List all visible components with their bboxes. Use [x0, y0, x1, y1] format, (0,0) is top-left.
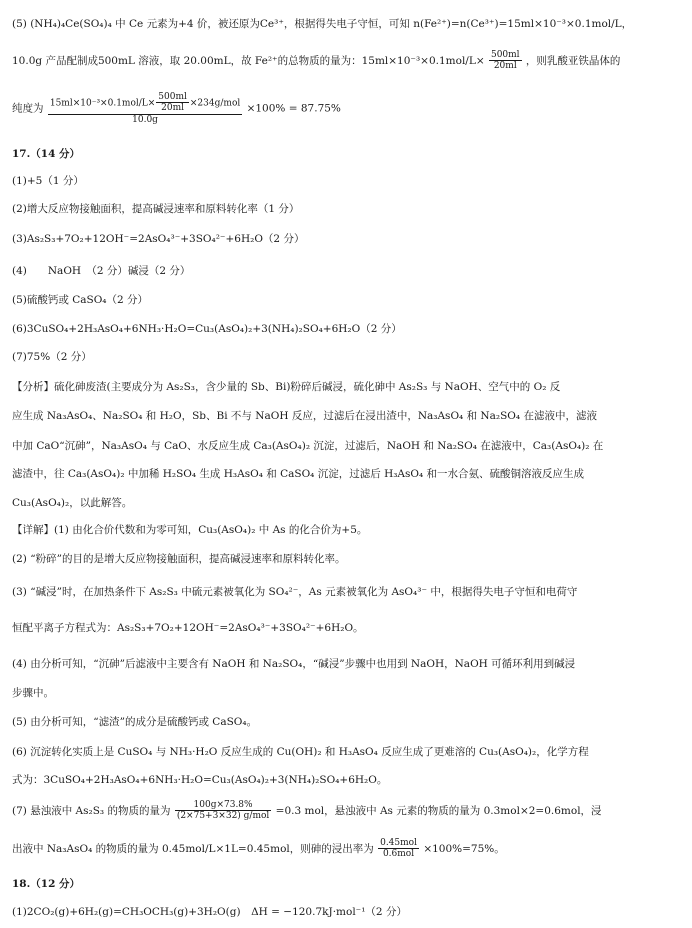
- answer-line: (2)增大反应物接触面积，提高碱浸速率和原料转化率（1 分）: [12, 203, 300, 215]
- answer-line: (5)硫酸钙或 CaSO₄（2 分）: [12, 294, 149, 306]
- fraction-numerator: 500ml: [490, 50, 520, 60]
- detail-line-q7: [12, 838, 680, 860]
- text-segment: =0.3 mol，悬浊液中 As 元素的物质的量为 0.3mol×2=0.6mol，浸: [275, 804, 602, 817]
- detail-line: (6) 沉淀转化实质上是 CuSO₄ 与 NH₃·H₂O 反应生成的 Cu(OH)₂ 和 H₃AsO₄ 反应生成了更难溶的 Cu₃(AsO₄)₂，化学方程: [12, 746, 589, 758]
- analysis-line: 滤渣中，往 Ca₃(AsO₄)₂ 中加稀 H₂SO₄ 生成 H₃AsO₄ 和 CaSO₄ 沉淀，过滤后 H₃AsO₄ 和一水合氨、硫酸铜溶液反应生成: [12, 468, 585, 480]
- fraction: [48, 92, 242, 125]
- fraction: [175, 800, 272, 822]
- analysis-line: 【分析】硫化砷废渣(主要成分为 As₂S₃，含少量的 Sb、Bi)粉碎后碱浸，硫化砷中 As₂S₃ 与 NaOH、空气中的 O₂ 反: [12, 381, 561, 393]
- text-segment: (7) 悬浊液中 As₂S₃ 的物质的量为: [12, 804, 171, 817]
- text-segment: ×234g/mol: [189, 98, 241, 109]
- fraction-numerator: 100g×73.8%: [175, 800, 272, 811]
- text-segment: ，则乳酸亚铁晶体的: [525, 54, 621, 67]
- answer-line: (1)+5（1 分）: [12, 175, 84, 187]
- fraction-denominator: 0.6mol: [382, 849, 415, 860]
- detail-line-q7: [12, 800, 680, 822]
- fraction-denominator: 20ml: [161, 103, 185, 114]
- detail-line: 步骤中。: [12, 687, 54, 699]
- text-segment: 10.0g 产品配制成500mL 溶液，取 20.00mL，故 Fe²⁺的总物质的量为：15ml×10⁻³×0.1mol/L×: [12, 54, 485, 67]
- analysis-line: 中加 CaO“沉砷”，Na₃AsO₄ 与 CaO、水反应生成 Ca₃(AsO₄)₂ 沉淀，过滤后，NaOH 和 Na₂SO₄ 在滤液中，Ca₃(AsO₄)₂ 在: [12, 440, 604, 452]
- detail-line: (4) 由分析可知，“沉砷”后滤液中主要含有 NaOH 和 Na₂SO₄，“碱浸”步骤中也用到 NaOH，NaOH 可循环利用到碱浸: [12, 658, 576, 670]
- fraction-denominator: (2×75+3×32) g/mol: [176, 811, 270, 822]
- answer-line: (6)3CuSO₄+2H₃AsO₄+6NH₃·H₂O=Cu₃(AsO₄)₂+3(NH₄)₂SO₄+6H₂O（2 分）: [12, 323, 402, 335]
- text-line: (5) (NH₄)₄Ce(SO₄)₄ 中 Ce 元素为+4 价，被还原为Ce³⁺，根据得失电子守恒，可知 n(Fe²⁺)=n(Ce³⁺)=15ml×10⁻³×0.1mol/L，: [12, 18, 633, 30]
- purity-result-line: [12, 92, 680, 125]
- detail-line: (5) 由分析可知，“滤渣”的成分是硫酸钙或 CaSO₄。: [12, 716, 258, 728]
- section-heading: 18.（12 分）: [12, 878, 81, 890]
- analysis-line: 应生成 Na₃AsO₄、Na₂SO₄ 和 H₂O，Sb、Bi 不与 NaOH 反应，过滤后在浸出渣中，Na₃AsO₄ 和 Na₂SO₄ 在滤液中，滤液: [12, 410, 597, 422]
- detail-line: (2) “粉碎”的目的是增大反应物接触面积，提高碱浸速率和原料转化率。: [12, 553, 346, 565]
- answer-line: (1)2CO₂(g)+6H₂(g)=CH₃OCH₃(g)+3H₂O(g) ΔH = −120.7kJ·mol⁻¹（2 分）: [12, 906, 407, 918]
- answer-line: (4) NaOH （2 分）碱浸（2 分）: [12, 265, 191, 277]
- text-segment: ×100%=75%。: [423, 842, 505, 855]
- answer-line: (7)75%（2 分）: [12, 351, 92, 363]
- text-segment: 出液中 Na₃AsO₄ 的物质的量为 0.45mol/L×1L=0.45mol，则砷的浸出率为: [12, 842, 374, 855]
- fraction: [489, 50, 522, 72]
- fraction-numerator: 0.45mol: [380, 838, 417, 848]
- text-segment: 15ml×10⁻³×0.1mol/L×: [49, 98, 156, 109]
- text-segment: ×100% = 87.75%: [246, 102, 341, 115]
- fraction-denominator: 10.0g: [132, 114, 158, 125]
- nested-fraction: [156, 92, 189, 114]
- fraction: [378, 838, 419, 860]
- detail-line: (3) “碱浸”时，在加热条件下 As₂S₃ 中硫元素被氧化为 SO₄²⁻，As 元素被氧化为 AsO₄³⁻ 中，根据得失电子守恒和电荷守: [12, 586, 578, 598]
- fraction-numerator: [48, 92, 242, 115]
- purity-calc-line: [12, 50, 680, 72]
- analysis-line: Cu₃(AsO₄)₂，以此解答。: [12, 497, 133, 509]
- text-segment: 纯度为: [12, 102, 44, 115]
- fraction-denominator: 20ml: [493, 61, 517, 72]
- detail-line: 恒配平离子方程式为：As₂S₃+7O₂+12OH⁻=2AsO₄³⁻+3SO₄²⁻+6H₂O。: [12, 622, 364, 634]
- detail-line: 【详解】(1) 由化合价代数和为零可知，Cu₃(AsO₄)₂ 中 As 的化合价为+5。: [12, 524, 368, 536]
- section-heading: 17.（14 分）: [12, 148, 81, 160]
- answer-line: (3)As₂S₃+7O₂+12OH⁻=2AsO₄³⁻+3SO₄²⁻+6H₂O（2 分）: [12, 233, 305, 245]
- detail-line: 式为：3CuSO₄+2H₃AsO₄+6NH₃·H₂O=Cu₃(AsO₄)₂+3(NH₄)₂SO₄+6H₂O。: [12, 774, 388, 786]
- fraction-numerator: 500ml: [158, 92, 187, 102]
